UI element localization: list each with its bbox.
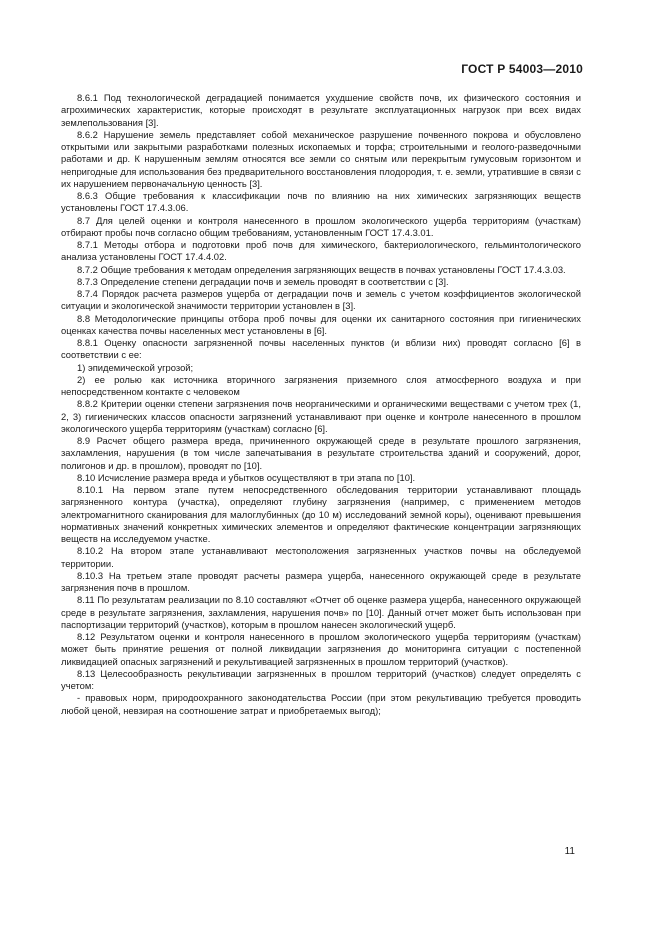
standard-code-header: ГОСТ Р 54003—2010 (461, 62, 583, 76)
paragraph-8-12: 8.12 Результатом оценки и контроля нанесенного в прошлом экологического ущерба территориям (участкам) может быть принятие решения от полной ликвидации загрязнения до мониторинга ситуации с постепенной ликвидацией опасных загрязнений и рекультивацией загрязненных в прошлом территорий (участков). (61, 631, 581, 667)
paragraph-8-10-3: 8.10.3 На третьем этапе проводят расчеты размера ущерба, нанесенного окружающей среде в результате загрязнения почв в прошлом. (61, 569, 581, 593)
paragraph-8-10-1: 8.10.1 На первом этапе путем непосредственного обследования территории устанавливают площадь загрязненного контура (участка), определяют глубину загрязнения (например, с применением методов электромагнитного сканирования для малоглубинных (до 10 м) исследований земной коры), оценивают превышения нормативных значений конкретных химических элементов и определяют фактические концентрации загрязняющих веществ на исследуемом участке. (61, 484, 581, 544)
paragraph-8-8: 8.8 Методологические принципы отбора проб почвы для оценки их санитарного состояния при гигиенических оценках качества почвы населенных мест установлены в [6]. (61, 312, 581, 336)
paragraph-8-8-1: 8.8.1 Оценку опасности загрязненной почвы населенных пунктов (и вблизи них) проводят согласно [6] в соответствии с ее: (61, 337, 581, 361)
paragraph-8-7-4: 8.7.4 Порядок расчета размеров ущерба от деградации почв и земель с учетом коэффициентов экологической ситуации и экологической значимости территории установлен в [3]. (61, 288, 581, 312)
list-item-2: 2) ее ролью как источника вторичного загрязнения приземного слоя атмосферного воздуха и при непосредственном контакте с человеком (61, 373, 581, 397)
paragraph-8-10-2: 8.10.2 На втором этапе устанавливают местоположения загрязненных участков почвы на обследуемой территории. (61, 545, 581, 569)
list-item-legal-norms: - правовых норм, природоохранного законодательства России (при этом рекультивацию требуется проводить любой ценой, невзирая на соотношение затрат и приобретаемых выгод); (61, 692, 581, 716)
list-item-1: 1) эпидемической угрозой; (77, 361, 194, 373)
paragraph-8-8-2: 8.8.2 Критерии оценки степени загрязнения почв неорганическими и органическими веществами с учетом трех (1, 2, 3) гигиенических классов опасности загрязнений устанавливают при оценке и контроле нанесенного в прошлом экологического ущерба территориям (участкам) согласно [6]. (61, 398, 581, 434)
paragraph-8-7-3: 8.7.3 Определение степени деградации почв и земель проводят в соответствии с [3]. (77, 275, 449, 287)
paragraph-8-6-2: 8.6.2 Нарушение земель представляет собой механическое разрушение почвенного покрова и обусловлено открытыми или закрытыми разработками полезных ископаемых и торфа; строительными и геолого-разведочными работами и др. К нарушенным землям относятся все земли со снятым или перекрытым гумусовым горизонтом и непригодные для использования без предварительного восстановления плодородия, т. е. земли, утратившие в связи с их нарушением первоначальную ценность [3]. (61, 128, 581, 189)
paragraph-8-7-1: 8.7.1 Методы отбора и подготовки проб почв для химического, бактериологического, гельминтологического анализа установлены ГОСТ 17.4.4.02. (61, 239, 581, 263)
paragraph-8-11: 8.11 По результатам реализации по 8.10 составляют «Отчет об оценке размера ущерба, нанесенного окружающей среде в результате загрязнения, захламления, нарушения почв» по [10]. Данный отчет может быть использован при паспортизации территорий (участков), которым в прошлом нанесен экологический ущерб. (61, 594, 581, 630)
paragraph-8-7-2: 8.7.2 Общие требования к методам определения загрязняющих веществ в почвах установлены ГОСТ 17.4.3.03. (77, 263, 566, 275)
paragraph-8-7: 8.7 Для целей оценки и контроля нанесенного в прошлом экологического ущерба территориям (участкам) отбирают пробы почв согласно общим требованиям, установленным ГОСТ 17.4.3.01. (61, 214, 581, 238)
paragraph-8-10: 8.10 Исчисление размера вреда и убытков осуществляют в три этапа по [10]. (77, 471, 416, 483)
document-body (61, 92, 581, 717)
page-number: 11 (564, 846, 575, 857)
paragraph-8-6-1: 8.6.1 Под технологической деградацией понимается ухудшение свойств почв, их физического состояния и агрохимических характеристик, которые происходят в результате эксплуатационных нагрузок при всех видах землепользования [3]. (61, 92, 581, 128)
paragraph-8-6-3: 8.6.3 Общие требования к классификации почв по влиянию на них химических загрязняющих веществ установлены ГОСТ 17.4.3.06. (61, 190, 581, 214)
paragraph-8-13: 8.13 Целесообразность рекультивации загрязненных в прошлом территорий (участков) следует определять с учетом: (61, 667, 581, 691)
paragraph-8-9: 8.9 Расчет общего размера вреда, причиненного окружающей среде в результате прошлого загрязнения, захламления, нарушения (в том числе запечатывания в результате строительства зданий и сооружений, дорог, полигонов и др. в прошлом), проводят по [10]. (61, 435, 581, 471)
